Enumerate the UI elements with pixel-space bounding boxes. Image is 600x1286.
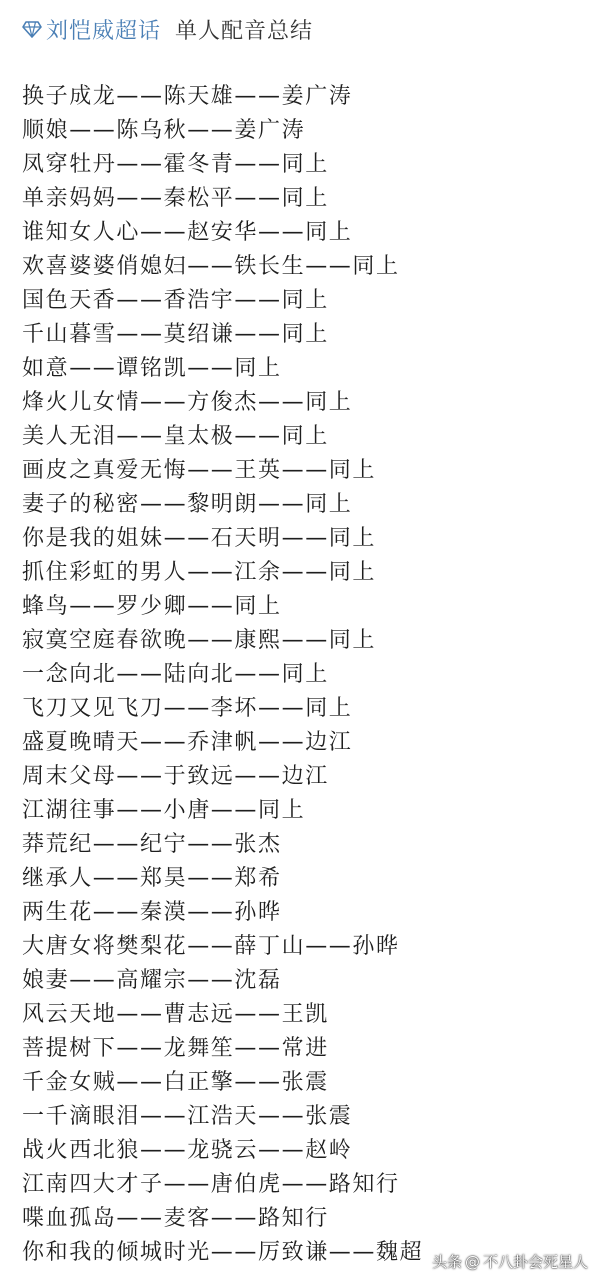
- watermark: [432, 1251, 588, 1272]
- list-item: 蜂鸟——罗少卿——同上: [22, 594, 282, 619]
- list-item: 谁知女人心——赵安华——同上: [22, 220, 353, 245]
- list-item: 风云天地——曹志远——王凯: [22, 1002, 329, 1027]
- list-item: 江湖往事——小唐——同上: [22, 798, 306, 823]
- list-item: 美人无泪——皇太极——同上: [22, 424, 329, 449]
- list-item: 如意——谭铭凯——同上: [22, 356, 282, 381]
- list-item: 凤穿牡丹——霍冬青——同上: [22, 152, 329, 177]
- list-item: 战火西北狼——龙骁云——赵岭: [22, 1138, 353, 1163]
- list-item: 一千滴眼泪——江浩天——张震: [22, 1104, 353, 1129]
- supertopic-link[interactable]: 刘恺威超话: [46, 18, 162, 44]
- list-item: 寂寞空庭春欲晚——康熙——同上: [22, 628, 377, 653]
- list-item: 抓住彩虹的男人——江余——同上: [22, 560, 377, 585]
- list-item: 盛夏晚晴天——乔津帆——边江: [22, 730, 353, 755]
- list-item: 国色天香——香浩宇——同上: [22, 288, 329, 313]
- list-item: 画皮之真爱无悔——王英——同上: [22, 458, 377, 483]
- list-item: 千金女贼——白正擎——张震: [22, 1070, 329, 1095]
- list-item: 江南四大才子——唐伯虎——路知行: [22, 1172, 400, 1197]
- list-item: 娘妻——高耀宗——沈磊: [22, 968, 282, 993]
- list-item: 继承人——郑昊——郑希: [22, 866, 282, 891]
- post-header: [22, 12, 313, 46]
- watermark-platform: 头条: [431, 1253, 462, 1271]
- dubbing-list: [22, 80, 423, 1270]
- post-title: 单人配音总结: [175, 18, 314, 44]
- list-item: 欢喜婆婆俏媳妇——铁长生——同上: [22, 254, 400, 279]
- list-item: 喋血孤岛——麦客——路知行: [22, 1206, 329, 1231]
- list-item: 烽火儿女情——方俊杰——同上: [22, 390, 353, 415]
- list-item: 换子成龙——陈天雄——姜广涛: [22, 84, 353, 109]
- list-item: 菩提树下——龙舞笙——常进: [22, 1036, 329, 1061]
- list-item: 周末父母——于致远——边江: [22, 764, 329, 789]
- list-item: 两生花——秦漠——孙晔: [22, 900, 282, 925]
- list-item: 妻子的秘密——黎明朗——同上: [22, 492, 353, 517]
- list-item: 千山暮雪——莫绍谦——同上: [22, 322, 329, 347]
- list-item: 飞刀又见飞刀——李坏——同上: [22, 696, 353, 721]
- list-item: 莽荒纪——纪宁——张杰: [22, 832, 282, 857]
- list-item: 大唐女将樊梨花——薛丁山——孙晔: [22, 934, 400, 959]
- watermark-account: 不八卦会死星人: [482, 1253, 588, 1271]
- list-item: 你和我的倾城时光——厉致谦——魏超: [22, 1240, 424, 1265]
- list-item: 你是我的姐妹——石天明——同上: [22, 526, 377, 551]
- diamond-icon: [22, 19, 42, 39]
- list-item: 顺娘——陈乌秋——姜广涛: [22, 118, 306, 143]
- watermark-at: @: [464, 1252, 480, 1271]
- list-item: 一念向北——陆向北——同上: [22, 662, 329, 687]
- list-item: 单亲妈妈——秦松平——同上: [22, 186, 329, 211]
